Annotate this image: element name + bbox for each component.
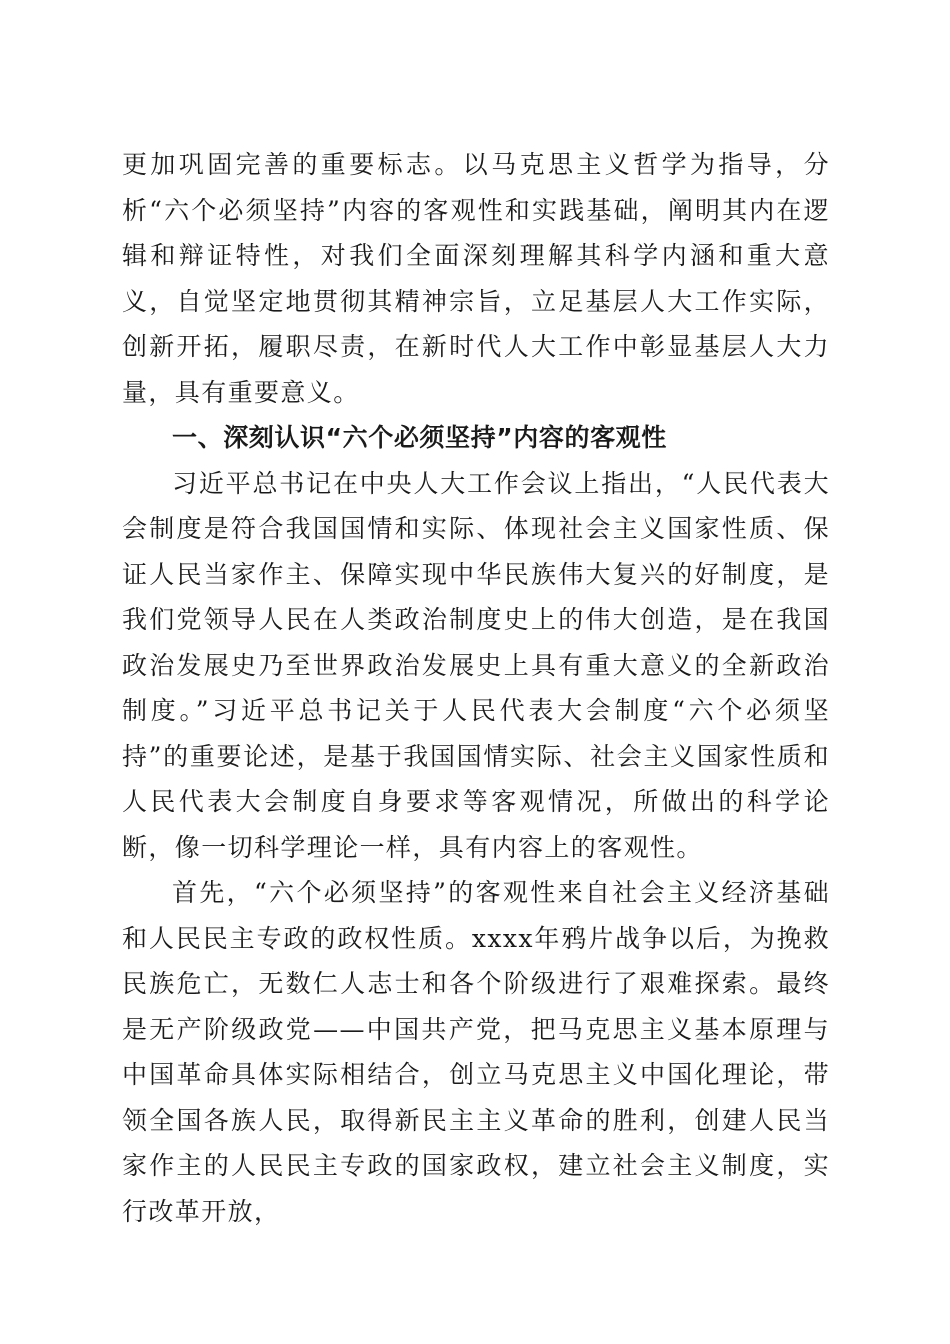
paragraph-intro-continuation: 更加巩固完善的重要标志。以马克思主义哲学为指导，分析“六个必须坚持”内容的客观性和实践基础，阐明其内在逻辑和辩证特性，对我们全面深刻理解其科学内涵和重大意义，自觉坚定地贯彻其精神宗旨，立足基层人大工作实际，创新开拓，履职尽责，在新时代人大工作中彰显基层人大力量，具有重要意义。	[122, 150, 830, 407]
paragraph-quote: 习近平总书记在中央人大工作会议上指出，“人民代表大会制度是符合我国国情和实际、体现社会主义国家性质、保证人民当家作主、保障实现中华民族伟大复兴的好制度，是我们党领导人民在人类政治制度史上的伟大创造，是在我国政治发展史乃至世界政治发展史上具有重大意义的全新政治制度。”习近平总书记关于人民代表大会制度“六个必须坚持”的重要论述，是基于我国国情实际、社会主义国家性质和人民代表大会制度自身要求等客观情况，所做出的科学论断，像一切科学理论一样，具有内容上的客观性。	[122, 468, 830, 862]
paragraph-first-point: 首先，“六个必须坚持”的客观性来自社会主义经济基础和人民民主专政的政权性质。xxxx年鸦片战争以后，为挽救民族危亡，无数仁人志士和各个阶级进行了艰难探索。最终是无产阶级政党——中国共产党，把马克思主义基本原理与中国革命具体实际相结合，创立马克思主义中国化理论，带领全国各族人民，取得新民主主义革命的胜利，创建人民当家作主的人民民主专政的国家政权，建立社会主义制度，实行改革开放，	[122, 878, 830, 1226]
document-body	[122, 142, 830, 1234]
section-heading-1: 一、深刻认识“六个必须坚持”内容的客观性	[172, 423, 667, 452]
